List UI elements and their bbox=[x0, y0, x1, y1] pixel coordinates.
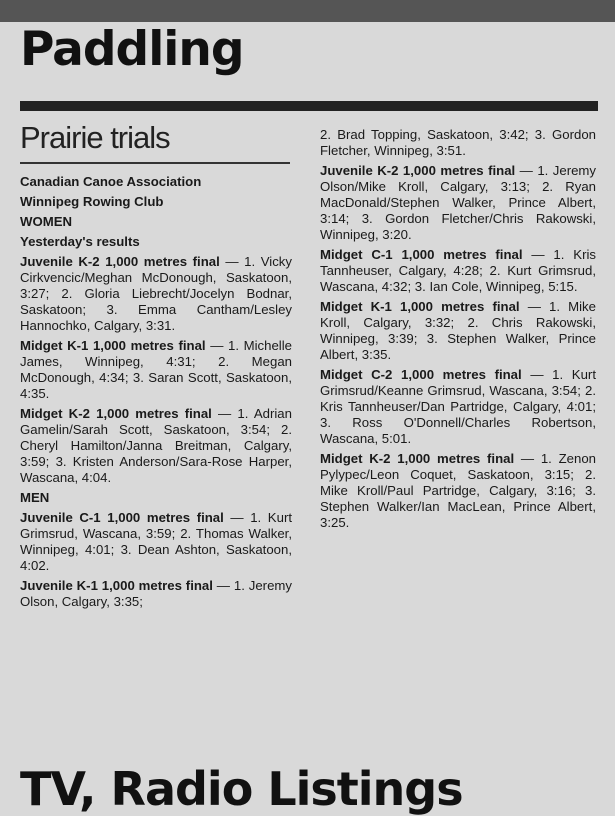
event-name: Juvenile K-1 1,000 metres final bbox=[20, 578, 213, 593]
event-results: — 1. Michelle James, Winnipeg, 4:31; 2. Megan McDonough, 4:34; 3. Saran Scott, Saskatoon, 4:35. bbox=[20, 338, 292, 401]
event-name: Midget C-1 1,000 metres final bbox=[320, 247, 523, 262]
event-name: Midget K-2 1,000 metres final bbox=[20, 406, 212, 421]
section-rule bbox=[20, 101, 598, 111]
result-item bbox=[20, 254, 292, 334]
left-column bbox=[20, 174, 292, 614]
result-item bbox=[320, 247, 596, 295]
event-name: Midget C-2 1,000 metres final bbox=[320, 367, 522, 382]
event-results: — 1. Jeremy Olson, Calgary, 3:35; bbox=[20, 578, 292, 609]
header-line: Yesterday's results bbox=[20, 234, 140, 249]
result-item bbox=[20, 578, 292, 610]
event-name: Juvenile K-2 1,000 metres final bbox=[320, 163, 516, 178]
top-banner-bar bbox=[0, 0, 615, 22]
men-label: MEN bbox=[20, 490, 50, 505]
result-item bbox=[20, 406, 292, 486]
header-line: WOMEN bbox=[20, 214, 73, 229]
result-item bbox=[320, 299, 596, 363]
right-column bbox=[320, 127, 596, 535]
continued-results: 2. Brad Topping, Saskatoon, 3:42; 3. Gordon Fletcher, Winnipeg, 3:51. bbox=[320, 127, 596, 158]
event-name: Juvenile C-1 1,000 metres final bbox=[20, 510, 224, 525]
event-name: Midget K-2 1,000 metres final bbox=[320, 451, 515, 466]
result-item bbox=[320, 451, 596, 531]
event-results: — 1. Adrian Gamelin/Sarah Scott, Saskatoon, 3:54; 2. Cheryl Hamilton/Janna Breitman, Calgary, 3:59; 3. Kristen Anderson/Sara-Rose Harper, Wascana, 4:04. bbox=[20, 406, 292, 485]
result-item bbox=[320, 367, 596, 447]
event-name: Juvenile K-2 1,000 metres final bbox=[20, 254, 220, 269]
event-results: — 1. Kurt Grimsrud/Keanne Grimsrud, Wascana, 3:54; 2. Kris Tannheuser/Dan Partridge, Calgary, 4:01; 3. Ross O'Donnell/Charles Robertson, Wascana, 5:01. bbox=[320, 367, 596, 446]
event-results: — 1. Mike Kroll, Calgary, 3:32; 2. Chris Rakowski, Winnipeg, 3:39; 3. Stephen Walker, Prince Albert, 3:35. bbox=[320, 299, 596, 362]
result-item bbox=[320, 163, 596, 243]
result-item bbox=[20, 510, 292, 574]
event-name: Midget K-1 1,000 metres final bbox=[20, 338, 206, 353]
article-subtitle: Prairie trials bbox=[20, 120, 170, 155]
event-results: — 1. Vicky Cirkvencic/Meghan McDonough, Saskatoon, 3:27; 2. Gloria Liebrecht/Jocelyn Bodnar, Saskatoon; 3. Emma Cantham/Lesley Hannochko, Calgary, 3:31. bbox=[20, 254, 292, 333]
event-results: — 1. Zenon Pylypec/Leon Coquet, Saskatoon, 3:15; 2. Mike Kroll/Paul Partridge, Calgary, 3:16; 3. Stephen Walker/Ian MacLean, Prince Albert, 3:25. bbox=[320, 451, 596, 530]
event-results: — 1. Kris Tannheuser, Calgary, 4:28; 2. Kurt Grimsrud, Wascana, 4:32; 3. Ian Cole, Winnipeg, 5:15. bbox=[320, 247, 596, 294]
event-results: — 1. Kurt Grimsrud, Wascana, 3:59; 2. Thomas Walker, Winnipeg, 4:01; 3. Dean Ashton, Saskatoon, 4:02. bbox=[20, 510, 292, 573]
section-title: Paddling bbox=[20, 22, 244, 77]
subtitle-rule bbox=[20, 162, 290, 164]
event-name: Midget K-1 1,000 metres final bbox=[320, 299, 520, 314]
event-results: — 1. Jeremy Olson/Mike Kroll, Calgary, 3:13; 2. Ryan MacDonald/Stephen Walker, Prince Albert, 3:14; 3. Gordon Fletcher/Chris Rakowski, Winnipeg, 3:20. bbox=[320, 163, 596, 242]
result-item bbox=[20, 338, 292, 402]
next-section-title: TV, Radio Listings bbox=[20, 762, 463, 816]
header-line: Canadian Canoe Association bbox=[20, 174, 202, 189]
header-line: Winnipeg Rowing Club bbox=[20, 194, 164, 209]
